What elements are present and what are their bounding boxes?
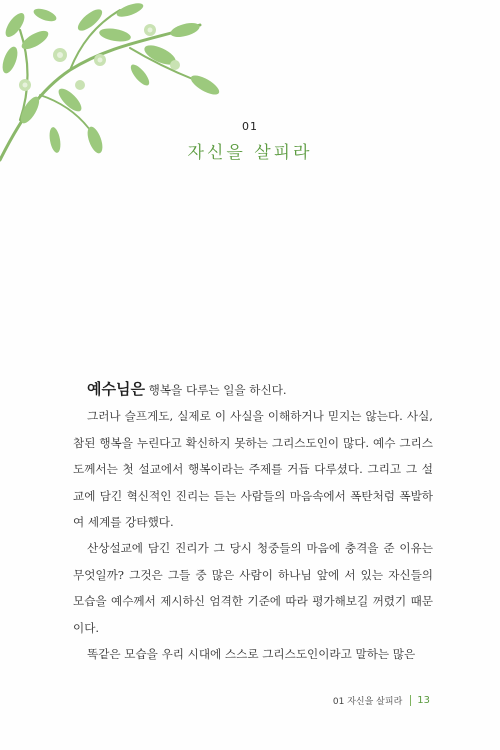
paragraph: 산상설교에 담긴 진리가 그 당시 청중들의 마음에 충격을 준 이유는 무엇일까? 그것은 그들 중 많은 사람이 하나님 앞에 서 있는 자신들의 모습을 예수께서 제시하신 엄격한 기준에 따라 평가해보길 꺼렸기 때문이다.: [73, 541, 433, 635]
paragraph: 똑같은 모습을 우리 시대에 스스로 그리스도인이라고 말하는 많은: [87, 647, 416, 662]
body-text: [73, 376, 433, 667]
chapter-title: 자신을 살피라: [187, 143, 313, 163]
footer-divider: [410, 695, 411, 706]
lead-rest: 행복을 다루는 일을 하신다.: [144, 383, 287, 397]
chapter-number: 01: [242, 120, 258, 133]
page-number: 13: [417, 695, 430, 706]
page-footer: [333, 694, 430, 707]
running-title: 01 자신을 살피라: [332, 697, 403, 707]
paragraph: 그러나 슬프게도, 실제로 이 사실을 이해하거나 믿지는 않는다. 사실, 참된 행복을 누린다고 확신하지 못하는 그리스도인이 많다. 예수 그리스도께서는 첫 설교에서 행복이라는 주제를 거듭 다루셨다. 그리고 그 설교에 담긴 혁신적인 진리는 듣는 사람들의 마음속에서 폭탄처럼 폭발하여 세계를 강타했다.: [73, 409, 433, 530]
lead-emphasis: 예수님은: [87, 380, 145, 398]
lead-paragraph: [73, 376, 433, 403]
